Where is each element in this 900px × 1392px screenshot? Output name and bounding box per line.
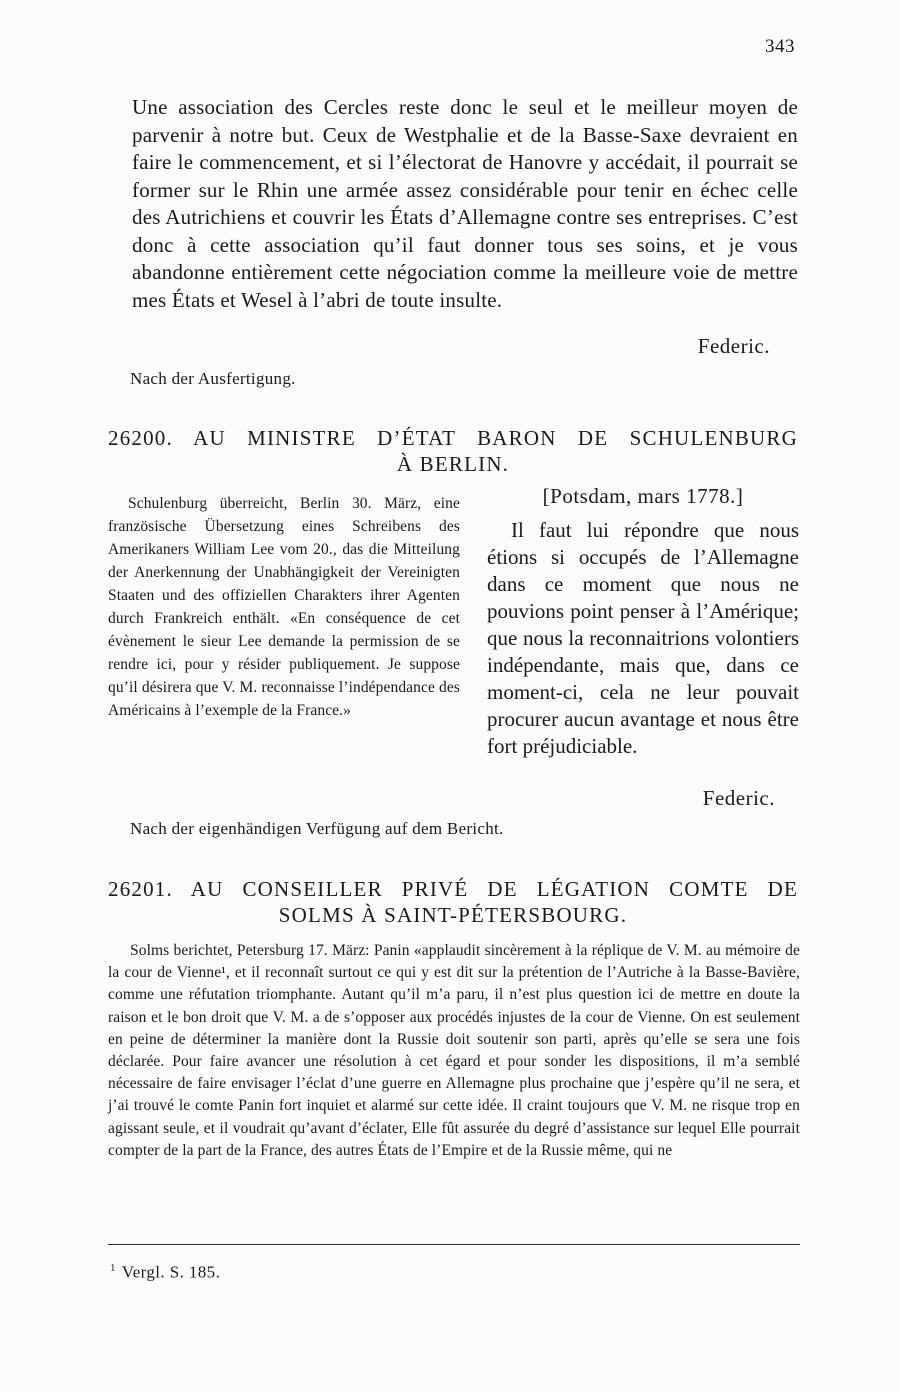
footnote-mark: 1: [110, 1262, 116, 1274]
letter-26200-heading: [108, 425, 798, 477]
letter-26201-heading: [108, 876, 798, 928]
letter-26200-signature: Federic.: [702, 786, 775, 810]
letter-26200-text: Il faut lui répondre que nous étions si occupés de l’Allemagne dans ce moment que nous ne pouvions point penser à l’Amérique; que nous la reconnaitrions volontiers indépendante, mais que, dans ce moment-ci, cela ne leur pouvait procurer aucun avantage et nous être fort préjudiciable.: [487, 518, 799, 758]
letter-26201-report-text: Solms berichtet, Petersburg 17. März: Panin «applaudit sincèrement à la réplique de V. M. au mémoire de la cour de Vienne¹, et il reconnaît surtout ce qui y est dit sur la prétention de l’Autriche à la Basse-Bavière, comme une réfutation triomphante. Autant qu’il m’a paru, il n’est plus question ici de mettre en doute la raison et le bon droit que V. M. a de s’opposer aux procédés injustes de la cour de Vienne. On est seulement en peine de déterminer la manière dont la Russie doit soutenir son parti, après qu’elle se sera une fois déclarée. Pour faire avancer une résolution à cet égard et pour sonder les dispositions, il m’a semblé nécessaire de faire envisager l’éclat d’une guerre en Allemagne plus prochaine que j’espère qu’il ne sera, et j’ai trouvé le comte Panin fort inquiet et alarmé sur cette idée. Il craint toujours que V. M. ne risque trop en agissant seule, et il voudrait qu’avant d’éclater, Elle fût assurée du degré d’assistance sur lequel Elle pourrait compter de la part de la France, des autres États de l’Empire et de la Russie même, qui ne: [108, 942, 800, 1159]
letter-26201-report: [108, 940, 800, 1162]
letter-conclusion-text: Une association des Cercles reste donc le seul et le meilleur moyen de parvenir à notre but. Ceux de Westphalie et de la Basse-Saxe devraient en faire le commencement, et si l’électorat de Hanovre y accédait, il pourrait se former sur le Rhin une armée assez considérable pour tenir en échec celle des Autrichiens et couvrir les États d’Allemagne contre ses entreprises. C’est donc à cette association qu’il faut donner tous ses soins, et je vous abandonne entièrement cette négociation comme la meilleure voie de mettre mes États et Wesel à l’abri de toute insulte.: [132, 95, 798, 312]
letter-26201-heading-line1: 26201. AU CONSEILLER PRIVÉ DE LÉGATION COMTE DE: [108, 877, 798, 901]
footnote-divider: [108, 1244, 800, 1245]
letter-26201-heading-line2: SOLMS À SAINT-PÉTERSBOURG.: [278, 903, 628, 927]
letter-26200-summary: [108, 492, 460, 722]
footnote-text: Vergl. S. 185.: [121, 1262, 221, 1282]
letter-conclusion-source: Nach der Ausfertigung.: [130, 369, 296, 388]
letter-26200-summary-text: Schulenburg überreicht, Berlin 30. März, eine französische Übersetzung eines Schreibens des Amerikaners William Lee vom 20., das die Mitteilung der Anerkennung der Unabhängigkeit der Vereinigten Staaten und des offiziellen Charakters ihrer Agenten durch Frankreich enthält. «En conséquence de cet évènement le sieur Lee demande la permission de se rendre ici, pour y résider publiquement. Je suppose qu’il désirera que V. M. reconnaisse l’indépendance des Américains à l’exemple de la France.»: [108, 495, 460, 719]
letter-26200-heading-line2: À BERLIN.: [396, 452, 510, 476]
letter-26200-date: [Potsdam, mars 1778.]: [542, 484, 744, 508]
letter-26200-source: Nach der eigenhändigen Verfügung auf dem Bericht.: [130, 819, 504, 838]
letter-26200-body: [487, 483, 799, 760]
letter-conclusion: [132, 94, 798, 314]
page-number: 343: [765, 36, 795, 57]
footnote: [110, 1262, 220, 1283]
letter-26200-heading-line1: 26200. AU MINISTRE D’ÉTAT BARON DE SCHULENBURG: [108, 426, 798, 450]
letter-conclusion-signature: Federic.: [697, 334, 770, 358]
